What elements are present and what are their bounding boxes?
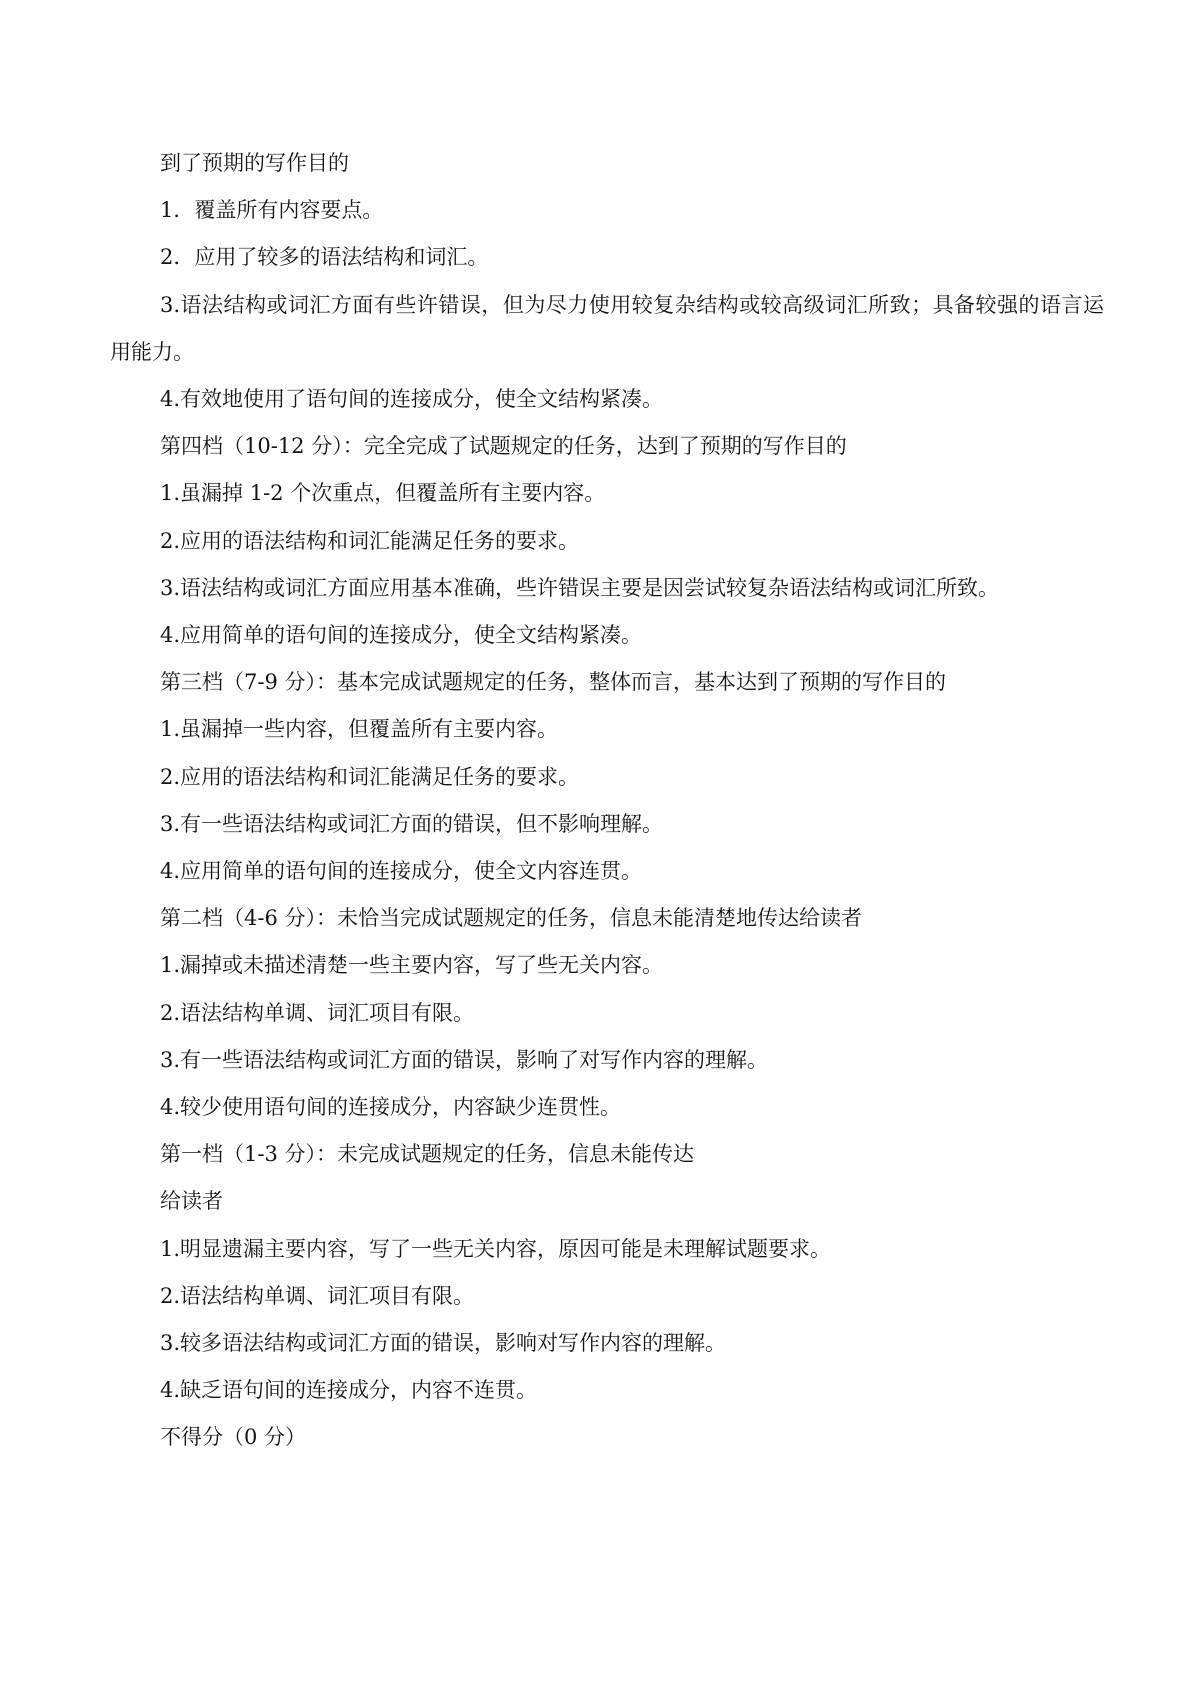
list-item: 4.较少使用语句间的连接成分，内容缺少连贯性。 bbox=[160, 1095, 622, 1120]
list-item: 2.语法结构单调、词汇项目有限。 bbox=[160, 1283, 475, 1308]
list-item: 1．覆盖所有内容要点。 bbox=[160, 198, 384, 223]
list-item: 1.虽漏掉一些内容，但覆盖所有主要内容。 bbox=[160, 717, 559, 742]
section-heading: 不得分（0 分） bbox=[160, 1425, 307, 1450]
section-heading: 第四档（10-12 分）：完全完成了试题规定的任务，达到了预期的写作目的 bbox=[160, 434, 847, 459]
list-item: 2.应用的语法结构和词汇能满足任务的要求。 bbox=[160, 764, 580, 789]
list-item: 3.有一些语法结构或词汇方面的错误，但不影响理解。 bbox=[160, 811, 664, 836]
list-item: 3.较多语法结构或词汇方面的错误，影响对写作内容的理解。 bbox=[160, 1331, 727, 1356]
section-heading: 第三档（7-9 分）：基本完成试题规定的任务，整体而言，基本达到了预期的写作目的 bbox=[160, 670, 946, 695]
list-item: 3.有一些语法结构或词汇方面的错误，影响了对写作内容的理解。 bbox=[160, 1047, 769, 1072]
paragraph: 到了预期的写作目的 bbox=[160, 151, 349, 175]
section-heading: 第一档（1-3 分）：未完成试题规定的任务，信息未能传达 bbox=[160, 1142, 694, 1167]
list-item: 3.语法结构或词汇方面有些许错误，但为尽力使用较复杂结构或较高级词汇所致；具备较强的语言运用能力。 bbox=[110, 292, 1104, 364]
list-item: 2.语法结构单调、词汇项目有限。 bbox=[160, 1000, 475, 1025]
list-item: 2.应用的语法结构和词汇能满足任务的要求。 bbox=[160, 528, 580, 553]
list-item: 4.缺乏语句间的连接成分，内容不连贯。 bbox=[160, 1378, 538, 1403]
list-item: 1.漏掉或未描述清楚一些主要内容，写了些无关内容。 bbox=[160, 953, 664, 978]
list-item: 4.应用简单的语句间的连接成分，使全文结构紧凑。 bbox=[160, 623, 643, 648]
list-item: 1.明显遗漏主要内容，写了一些无关内容，原因可能是未理解试题要求。 bbox=[160, 1236, 832, 1261]
list-item: 2．应用了较多的语法结构和词汇。 bbox=[160, 245, 489, 270]
section-heading: 第二档（4-6 分）：未恰当完成试题规定的任务，信息未能清楚地传达给读者 bbox=[160, 906, 862, 931]
list-item: 1.虽漏掉 1-2 个次重点，但覆盖所有主要内容。 bbox=[160, 481, 606, 506]
list-item: 4.有效地使用了语句间的连接成分，使全文结构紧凑。 bbox=[160, 387, 664, 412]
paragraph: 给读者 bbox=[160, 1189, 223, 1214]
list-item: 4.应用简单的语句间的连接成分，使全文内容连贯。 bbox=[160, 859, 643, 884]
list-item: 3.语法结构或词汇方面应用基本准确，些许错误主要是因尝试较复杂语法结构或词汇所致。 bbox=[160, 575, 1000, 600]
